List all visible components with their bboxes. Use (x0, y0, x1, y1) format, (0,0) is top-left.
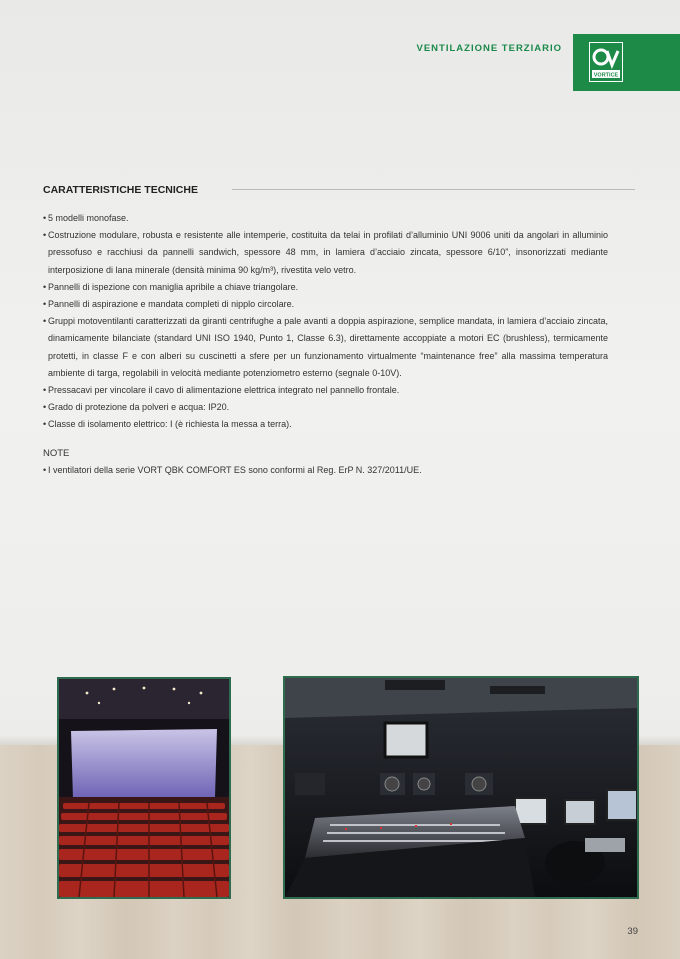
spec-item: • Gruppi motoventilanti caratterizzati da giranti centrifughe a pale avanti a doppia aspirazione, semplice mandata, in lamiera d’acciaio zincata, dinamicamente bilanciate (standard UNI ISO 1940, Punto 1, Classe 6.3), direttamente accoppiate a motori EC (brushless), termicamente protetti, in classe F e con alberi su cuscinetti a sfere per un funzionamento virtualmente “maintenance free” alla massima temperatura ambiente di targa, regolabili in velocità mediante potenziometro esterno (segnale 0-10V). (43, 316, 608, 378)
spec-item: • Pannelli di aspirazione e mandata completi di nipplo circolare. (43, 299, 295, 310)
cinema-photo (57, 677, 231, 899)
specs-content (43, 210, 608, 479)
spec-item: • Pannelli di ispezione con maniglia apribile a chiave triangolare. (43, 281, 299, 292)
spec-item: • Classe di isolamento elettrico: I (è richiesta la messa a terra). (43, 419, 292, 430)
brand-logo (573, 34, 680, 91)
recording-studio-photo (283, 676, 639, 899)
vortice-logo-icon (589, 42, 623, 82)
spec-item: • Costruzione modulare, robusta e resistente alle intemperie, costituita da telai in profilati d’alluminio UNI 9006 uniti da angolari in alluminio pressofuso e racchiusi da pannelli sandwich, spessore 48 mm, in lamiera d’acciaio zincata, spessore 6/10”, insonorizzati mediante interposizione di lana minerale (densità minima 90 kg/m³), rivestita velo vetro. (43, 230, 608, 275)
spec-item: • Grado di protezione da polveri e acqua: IP20. (43, 402, 230, 413)
specs-title: CARATTERISTICHE TECNICHE (43, 184, 198, 196)
section-label: VENTILAZIONE TERZIARIO (416, 43, 562, 54)
page-number: 39 (627, 926, 638, 937)
title-divider (232, 189, 635, 190)
svg-text:VORTICE: VORTICE (593, 72, 619, 79)
note-item: • I ventilatori della serie VORT QBK COMFORT ES sono conformi al Reg. ErP N. 327/2011/UE. (43, 464, 422, 475)
spec-item: • Pressacavi per vincolare il cavo di alimentazione elettrica integrato nel pannello frontale. (43, 385, 400, 396)
spec-item: • 5 modelli monofase. (43, 213, 129, 223)
notes-title: NOTE (43, 447, 70, 459)
